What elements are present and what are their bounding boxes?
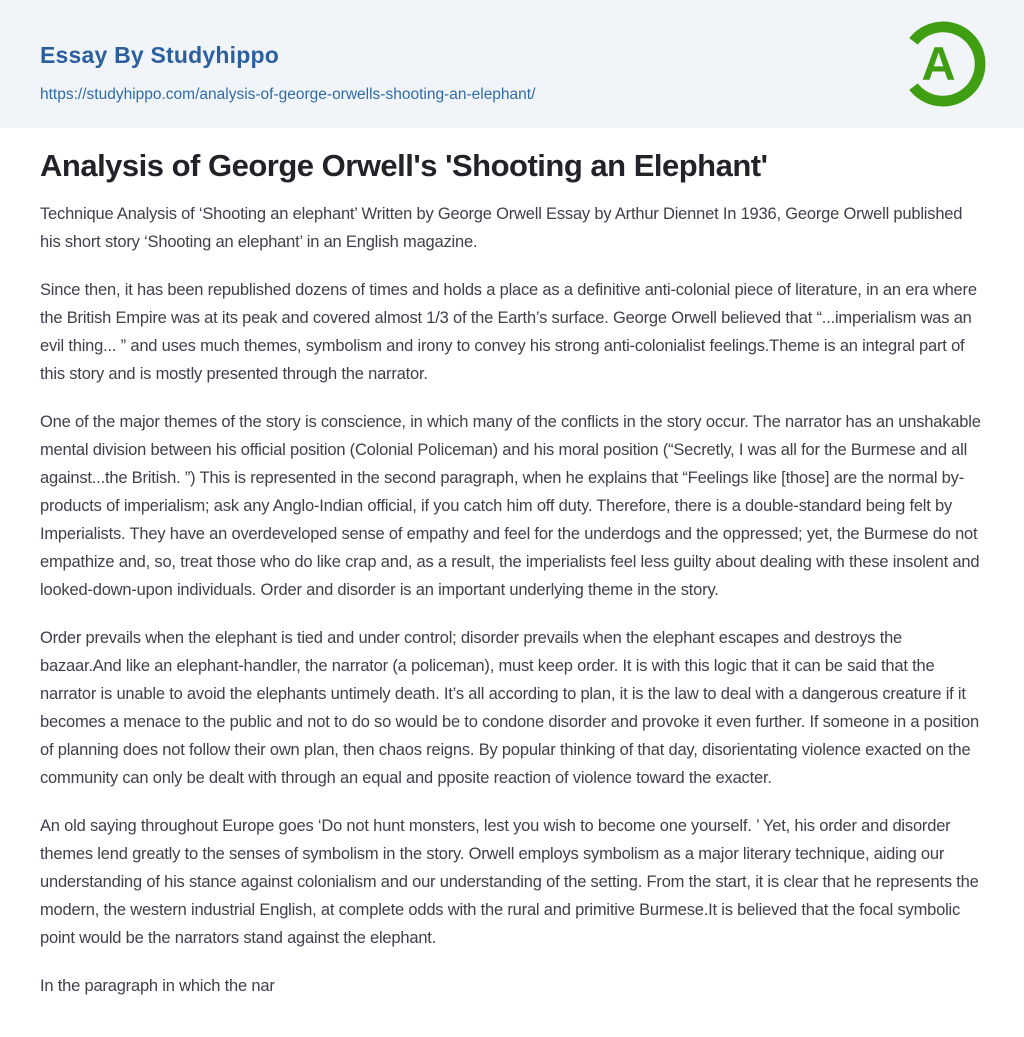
article-paragraph-5: An old saying throughout Europe goes ‘Do not hunt monsters, lest you wish to become one yourself. ’ Yet, his order and disorder themes lend greatly to the senses of symbolism in the story. Orwell employs symbolism as a major literary technique, aiding our understanding of his stance against colonialism and our understanding of the setting. From the start, it is clear that he represents the modern, the western industrial English, at complete odds with the rural and primitive Burmese.It is believed that the focal symbolic point would be the narrators stand against the elephant. [40, 817, 979, 947]
studyhippo-logo [898, 18, 988, 110]
article-body [0, 128, 1024, 1000]
page-header [0, 0, 1024, 128]
site-label: Essay By Studyhippo [40, 42, 279, 68]
article-paragraph-4: Order prevails when the elephant is tied and under control; disorder prevails when the elephant escapes and destroys the bazaar.And like an elephant-handler, the narrator (a policeman), must keep order. It is with this logic that it can be said that the narrator is unable to avoid the elephants untimely death. It’s all according to plan, it is the law to deal with a dangerous creature if it becomes a menace to the public and not to do so would be to condone disorder and provoke it even further. If someone in a position of planning does not follow their own plan, then chaos reigns. By popular thinking of that day, disorientating violence exacted on the community can only be dealt with through an equal and pposite reaction of violence toward the exacter. [40, 629, 979, 787]
open-circle-logo-icon [898, 18, 988, 110]
article-paragraph-2: Since then, it has been republished dozens of times and holds a place as a definitive anti-colonial piece of literature, in an era where the British Empire was at its peak and covered almost 1/3 of the Earth’s surface. George Orwell believed that “...imperialism was an evil thing... ” and uses much themes, symbolism and irony to convey his strong anti-colonialist feelings.Theme is an integral part of this story and is mostly presented through the narrator. [40, 281, 977, 383]
article-paragraph-3: One of the major themes of the story is conscience, in which many of the conflicts in the story occur. The narrator has an unshakable mental division between his official position (Colonial Policeman) and his moral position (“Secretly, I was all for the Burmese and all against...the British. ”) This is represented in the second paragraph, when he explains that “Feelings like [those] are the normal by-products of imperialism; ask any Anglo-Indian official, if you catch him off duty. Therefore, there is a double-standard being felt by Imperialists. They have an overdeveloped sense of empathy and feel for the underdogs and the oppressed; yet, the Burmese do not empathize and, so, treat those who do like crap and, as a result, the imperialists feel less guilty about dealing with these insolent and looked-down-upon individuals. Order and disorder is an important underlying theme in the story. [40, 413, 981, 599]
logo-letter: A [921, 37, 956, 91]
article-paragraph-6: In the paragraph in which the nar [40, 977, 275, 995]
source-url-link[interactable]: https://studyhippo.com/analysis-of-george-orwells-shooting-an-elephant/ [40, 86, 536, 103]
article-title: Analysis of George Orwell's 'Shooting an Elephant' [40, 148, 768, 183]
article-paragraph-1: Technique Analysis of ‘Shooting an elephant’ Written by George Orwell Essay by Arthur Diennet In 1936, George Orwell published his short story ‘Shooting an elephant’ in an English magazine. [40, 205, 963, 251]
